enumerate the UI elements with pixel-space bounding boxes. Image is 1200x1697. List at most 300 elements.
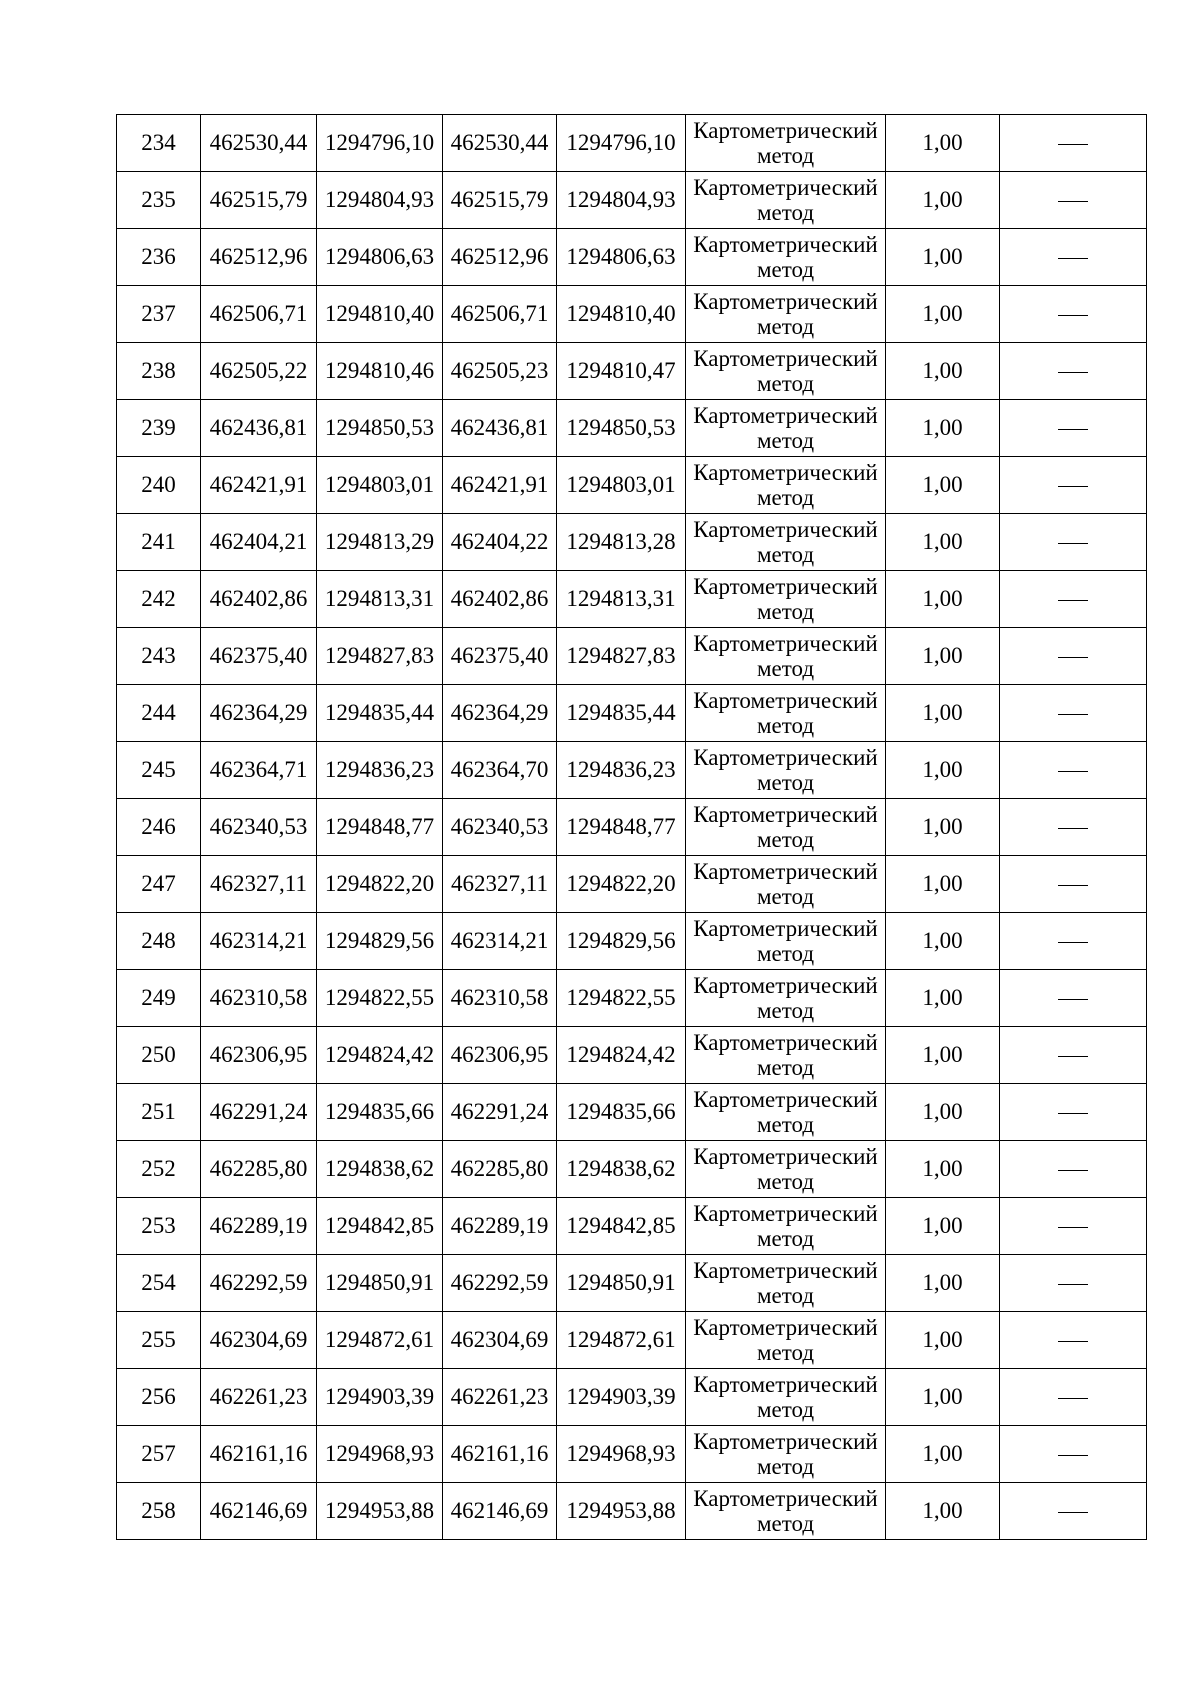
refined-y-cell: 1294829,56 xyxy=(557,913,686,970)
description-cell xyxy=(1000,970,1147,1027)
method-line-2: метод xyxy=(756,542,815,567)
dash-mark xyxy=(1058,828,1088,829)
existing-y-cell: 1294838,62 xyxy=(317,1141,443,1198)
dash-mark xyxy=(1058,258,1088,259)
method-line-1: Картометрический xyxy=(693,973,878,998)
method-line-1: Картометрический xyxy=(693,1315,878,1340)
point-number-cell: 236 xyxy=(117,229,201,286)
accuracy-cell: 1,00 xyxy=(886,628,1000,685)
refined-y-cell: 1294813,28 xyxy=(557,514,686,571)
existing-x-cell: 462515,79 xyxy=(201,172,317,229)
existing-x-cell: 462506,71 xyxy=(201,286,317,343)
method-cell xyxy=(686,229,886,286)
method-line-2: метод xyxy=(756,485,815,510)
method-cell xyxy=(686,172,886,229)
refined-x-cell: 462289,19 xyxy=(443,1198,557,1255)
refined-x-cell: 462515,79 xyxy=(443,172,557,229)
method-line-1: Картометрический xyxy=(693,175,878,200)
table-row xyxy=(117,1027,1147,1084)
dash-mark xyxy=(1058,1227,1088,1228)
table-row xyxy=(117,1198,1147,1255)
existing-y-cell: 1294903,39 xyxy=(317,1369,443,1426)
dash-mark xyxy=(1058,1455,1088,1456)
refined-x-cell: 462310,58 xyxy=(443,970,557,1027)
refined-y-cell: 1294872,61 xyxy=(557,1312,686,1369)
method-line-1: Картометрический xyxy=(693,859,878,884)
refined-x-cell: 462436,81 xyxy=(443,400,557,457)
method-line-1: Картометрический xyxy=(693,802,878,827)
accuracy-cell: 1,00 xyxy=(886,1255,1000,1312)
existing-y-cell: 1294806,63 xyxy=(317,229,443,286)
refined-y-cell: 1294806,63 xyxy=(557,229,686,286)
existing-x-cell: 462505,22 xyxy=(201,343,317,400)
refined-y-cell: 1294803,01 xyxy=(557,457,686,514)
refined-y-cell: 1294810,40 xyxy=(557,286,686,343)
refined-x-cell: 462512,96 xyxy=(443,229,557,286)
point-number-cell: 256 xyxy=(117,1369,201,1426)
table-row xyxy=(117,571,1147,628)
refined-x-cell: 462530,44 xyxy=(443,115,557,172)
table-row xyxy=(117,286,1147,343)
point-number-cell: 257 xyxy=(117,1426,201,1483)
dash-mark xyxy=(1058,372,1088,373)
method-line-2: метод xyxy=(756,827,815,852)
accuracy-cell: 1,00 xyxy=(886,514,1000,571)
refined-x-cell: 462421,91 xyxy=(443,457,557,514)
method-line-1: Картометрический xyxy=(693,460,878,485)
point-number-cell: 241 xyxy=(117,514,201,571)
accuracy-cell: 1,00 xyxy=(886,970,1000,1027)
method-line-1: Картометрический xyxy=(693,1486,878,1511)
existing-x-cell: 462375,40 xyxy=(201,628,317,685)
existing-x-cell: 462404,21 xyxy=(201,514,317,571)
method-line-1: Картометрический xyxy=(693,289,878,314)
description-cell xyxy=(1000,115,1147,172)
description-cell xyxy=(1000,229,1147,286)
description-cell xyxy=(1000,1084,1147,1141)
existing-x-cell: 462530,44 xyxy=(201,115,317,172)
existing-y-cell: 1294836,23 xyxy=(317,742,443,799)
table-row xyxy=(117,799,1147,856)
refined-x-cell: 462364,70 xyxy=(443,742,557,799)
dash-mark xyxy=(1058,1170,1088,1171)
method-cell xyxy=(686,1369,886,1426)
accuracy-cell: 1,00 xyxy=(886,1426,1000,1483)
existing-x-cell: 462436,81 xyxy=(201,400,317,457)
method-line-2: метод xyxy=(756,713,815,738)
accuracy-cell: 1,00 xyxy=(886,229,1000,286)
method-cell xyxy=(686,970,886,1027)
method-cell xyxy=(686,400,886,457)
refined-x-cell: 462306,95 xyxy=(443,1027,557,1084)
method-cell xyxy=(686,628,886,685)
table-row xyxy=(117,1255,1147,1312)
description-cell xyxy=(1000,400,1147,457)
refined-x-cell: 462375,40 xyxy=(443,628,557,685)
method-line-1: Картометрический xyxy=(693,631,878,656)
method-line-1: Картометрический xyxy=(693,574,878,599)
refined-x-cell: 462304,69 xyxy=(443,1312,557,1369)
accuracy-cell: 1,00 xyxy=(886,1084,1000,1141)
refined-y-cell: 1294842,85 xyxy=(557,1198,686,1255)
description-cell xyxy=(1000,286,1147,343)
dash-mark xyxy=(1058,486,1088,487)
refined-x-cell: 462505,23 xyxy=(443,343,557,400)
method-line-2: метод xyxy=(756,941,815,966)
method-cell xyxy=(686,1198,886,1255)
method-line-2: метод xyxy=(756,998,815,1023)
method-cell xyxy=(686,1483,886,1540)
table-row xyxy=(117,1141,1147,1198)
refined-x-cell: 462285,80 xyxy=(443,1141,557,1198)
method-cell xyxy=(686,1312,886,1369)
method-line-1: Картометрический xyxy=(693,1144,878,1169)
method-line-2: метод xyxy=(756,143,815,168)
accuracy-cell: 1,00 xyxy=(886,1027,1000,1084)
dash-mark xyxy=(1058,714,1088,715)
refined-y-cell: 1294850,53 xyxy=(557,400,686,457)
table-row xyxy=(117,1084,1147,1141)
method-line-1: Картометрический xyxy=(693,1201,878,1226)
refined-x-cell: 462402,86 xyxy=(443,571,557,628)
existing-y-cell: 1294850,53 xyxy=(317,400,443,457)
existing-y-cell: 1294953,88 xyxy=(317,1483,443,1540)
existing-x-cell: 462289,19 xyxy=(201,1198,317,1255)
method-line-2: метод xyxy=(756,1511,815,1536)
existing-y-cell: 1294848,77 xyxy=(317,799,443,856)
description-cell xyxy=(1000,742,1147,799)
method-line-1: Картометрический xyxy=(693,1429,878,1454)
refined-y-cell: 1294836,23 xyxy=(557,742,686,799)
table-row xyxy=(117,742,1147,799)
method-line-2: метод xyxy=(756,200,815,225)
table-row xyxy=(117,1369,1147,1426)
method-line-2: метод xyxy=(756,1454,815,1479)
description-cell xyxy=(1000,685,1147,742)
method-line-1: Картометрический xyxy=(693,232,878,257)
accuracy-cell: 1,00 xyxy=(886,286,1000,343)
existing-x-cell: 462512,96 xyxy=(201,229,317,286)
accuracy-cell: 1,00 xyxy=(886,571,1000,628)
refined-x-cell: 462146,69 xyxy=(443,1483,557,1540)
method-line-1: Картометрический xyxy=(693,1087,878,1112)
existing-y-cell: 1294835,44 xyxy=(317,685,443,742)
existing-x-cell: 462314,21 xyxy=(201,913,317,970)
dash-mark xyxy=(1058,885,1088,886)
method-line-2: метод xyxy=(756,1340,815,1365)
description-cell xyxy=(1000,172,1147,229)
refined-y-cell: 1294953,88 xyxy=(557,1483,686,1540)
dash-mark xyxy=(1058,999,1088,1000)
description-cell xyxy=(1000,457,1147,514)
method-cell xyxy=(686,115,886,172)
accuracy-cell: 1,00 xyxy=(886,115,1000,172)
refined-y-cell: 1294824,42 xyxy=(557,1027,686,1084)
accuracy-cell: 1,00 xyxy=(886,742,1000,799)
refined-y-cell: 1294838,62 xyxy=(557,1141,686,1198)
point-number-cell: 239 xyxy=(117,400,201,457)
table-row xyxy=(117,457,1147,514)
accuracy-cell: 1,00 xyxy=(886,913,1000,970)
method-line-2: метод xyxy=(756,1169,815,1194)
method-line-1: Картометрический xyxy=(693,916,878,941)
refined-x-cell: 462291,24 xyxy=(443,1084,557,1141)
existing-y-cell: 1294813,31 xyxy=(317,571,443,628)
description-cell xyxy=(1000,571,1147,628)
description-cell xyxy=(1000,1027,1147,1084)
point-number-cell: 247 xyxy=(117,856,201,913)
refined-x-cell: 462261,23 xyxy=(443,1369,557,1426)
refined-y-cell: 1294850,91 xyxy=(557,1255,686,1312)
refined-y-cell: 1294810,47 xyxy=(557,343,686,400)
accuracy-cell: 1,00 xyxy=(886,1312,1000,1369)
method-cell xyxy=(686,1027,886,1084)
existing-y-cell: 1294850,91 xyxy=(317,1255,443,1312)
method-line-1: Картометрический xyxy=(693,517,878,542)
table-row xyxy=(117,628,1147,685)
refined-y-cell: 1294813,31 xyxy=(557,571,686,628)
existing-y-cell: 1294968,93 xyxy=(317,1426,443,1483)
refined-y-cell: 1294848,77 xyxy=(557,799,686,856)
method-line-1: Картометрический xyxy=(693,346,878,371)
description-cell xyxy=(1000,799,1147,856)
point-number-cell: 235 xyxy=(117,172,201,229)
accuracy-cell: 1,00 xyxy=(886,1198,1000,1255)
existing-y-cell: 1294824,42 xyxy=(317,1027,443,1084)
method-line-2: метод xyxy=(756,314,815,339)
method-cell xyxy=(686,343,886,400)
accuracy-cell: 1,00 xyxy=(886,343,1000,400)
method-cell xyxy=(686,457,886,514)
accuracy-cell: 1,00 xyxy=(886,856,1000,913)
description-cell xyxy=(1000,1483,1147,1540)
refined-y-cell: 1294835,66 xyxy=(557,1084,686,1141)
point-number-cell: 250 xyxy=(117,1027,201,1084)
existing-y-cell: 1294835,66 xyxy=(317,1084,443,1141)
existing-y-cell: 1294822,55 xyxy=(317,970,443,1027)
refined-x-cell: 462161,16 xyxy=(443,1426,557,1483)
point-number-cell: 237 xyxy=(117,286,201,343)
existing-x-cell: 462304,69 xyxy=(201,1312,317,1369)
existing-y-cell: 1294827,83 xyxy=(317,628,443,685)
method-line-2: метод xyxy=(756,884,815,909)
existing-x-cell: 462161,16 xyxy=(201,1426,317,1483)
point-number-cell: 234 xyxy=(117,115,201,172)
existing-y-cell: 1294804,93 xyxy=(317,172,443,229)
refined-x-cell: 462506,71 xyxy=(443,286,557,343)
existing-x-cell: 462285,80 xyxy=(201,1141,317,1198)
existing-y-cell: 1294810,46 xyxy=(317,343,443,400)
accuracy-cell: 1,00 xyxy=(886,685,1000,742)
table-row xyxy=(117,970,1147,1027)
method-cell xyxy=(686,1141,886,1198)
refined-y-cell: 1294903,39 xyxy=(557,1369,686,1426)
description-cell xyxy=(1000,913,1147,970)
table-row xyxy=(117,343,1147,400)
method-cell xyxy=(686,856,886,913)
table-row xyxy=(117,1426,1147,1483)
existing-y-cell: 1294829,56 xyxy=(317,913,443,970)
description-cell xyxy=(1000,343,1147,400)
method-line-2: метод xyxy=(756,371,815,396)
method-line-2: метод xyxy=(756,599,815,624)
existing-x-cell: 462327,11 xyxy=(201,856,317,913)
method-line-1: Картометрический xyxy=(693,688,878,713)
point-number-cell: 244 xyxy=(117,685,201,742)
existing-x-cell: 462291,24 xyxy=(201,1084,317,1141)
table-row xyxy=(117,400,1147,457)
point-number-cell: 238 xyxy=(117,343,201,400)
existing-x-cell: 462146,69 xyxy=(201,1483,317,1540)
method-line-1: Картометрический xyxy=(693,745,878,770)
point-number-cell: 248 xyxy=(117,913,201,970)
method-line-2: метод xyxy=(756,257,815,282)
table-row xyxy=(117,115,1147,172)
existing-x-cell: 462306,95 xyxy=(201,1027,317,1084)
table-row xyxy=(117,229,1147,286)
accuracy-cell: 1,00 xyxy=(886,400,1000,457)
existing-y-cell: 1294796,10 xyxy=(317,115,443,172)
dash-mark xyxy=(1058,771,1088,772)
description-cell xyxy=(1000,1141,1147,1198)
description-cell xyxy=(1000,856,1147,913)
table-row xyxy=(117,913,1147,970)
description-cell xyxy=(1000,1312,1147,1369)
accuracy-cell: 1,00 xyxy=(886,1483,1000,1540)
method-line-1: Картометрический xyxy=(693,1030,878,1055)
refined-y-cell: 1294822,55 xyxy=(557,970,686,1027)
method-cell xyxy=(686,514,886,571)
accuracy-cell: 1,00 xyxy=(886,1141,1000,1198)
table-row xyxy=(117,1483,1147,1540)
method-line-1: Картометрический xyxy=(693,118,878,143)
table-row xyxy=(117,514,1147,571)
accuracy-cell: 1,00 xyxy=(886,1369,1000,1426)
dash-mark xyxy=(1058,1056,1088,1057)
dash-mark xyxy=(1058,657,1088,658)
existing-x-cell: 462364,29 xyxy=(201,685,317,742)
existing-y-cell: 1294872,61 xyxy=(317,1312,443,1369)
refined-x-cell: 462404,22 xyxy=(443,514,557,571)
coordinates-table xyxy=(116,114,1147,1540)
dash-mark xyxy=(1058,144,1088,145)
description-cell xyxy=(1000,628,1147,685)
coordinates-table-body xyxy=(117,115,1147,1540)
method-line-2: метод xyxy=(756,1397,815,1422)
existing-x-cell: 462261,23 xyxy=(201,1369,317,1426)
method-cell xyxy=(686,685,886,742)
description-cell xyxy=(1000,1198,1147,1255)
dash-mark xyxy=(1058,942,1088,943)
existing-x-cell: 462292,59 xyxy=(201,1255,317,1312)
method-cell xyxy=(686,742,886,799)
method-cell xyxy=(686,286,886,343)
table-row xyxy=(117,172,1147,229)
point-number-cell: 242 xyxy=(117,571,201,628)
point-number-cell: 252 xyxy=(117,1141,201,1198)
dash-mark xyxy=(1058,1512,1088,1513)
method-line-2: метод xyxy=(756,1055,815,1080)
refined-x-cell: 462340,53 xyxy=(443,799,557,856)
refined-y-cell: 1294822,20 xyxy=(557,856,686,913)
dash-mark xyxy=(1058,315,1088,316)
method-cell xyxy=(686,571,886,628)
method-line-1: Картометрический xyxy=(693,403,878,428)
existing-x-cell: 462421,91 xyxy=(201,457,317,514)
dash-mark xyxy=(1058,429,1088,430)
dash-mark xyxy=(1058,1398,1088,1399)
method-cell xyxy=(686,1426,886,1483)
point-number-cell: 249 xyxy=(117,970,201,1027)
method-line-2: метод xyxy=(756,770,815,795)
dash-mark xyxy=(1058,600,1088,601)
existing-y-cell: 1294810,40 xyxy=(317,286,443,343)
point-number-cell: 246 xyxy=(117,799,201,856)
method-cell xyxy=(686,913,886,970)
method-line-2: метод xyxy=(756,428,815,453)
method-cell xyxy=(686,1084,886,1141)
refined-x-cell: 462364,29 xyxy=(443,685,557,742)
refined-x-cell: 462292,59 xyxy=(443,1255,557,1312)
dash-mark xyxy=(1058,543,1088,544)
point-number-cell: 243 xyxy=(117,628,201,685)
method-line-1: Картометрический xyxy=(693,1258,878,1283)
dash-mark xyxy=(1058,1341,1088,1342)
refined-x-cell: 462314,21 xyxy=(443,913,557,970)
existing-x-cell: 462402,86 xyxy=(201,571,317,628)
refined-y-cell: 1294796,10 xyxy=(557,115,686,172)
existing-y-cell: 1294803,01 xyxy=(317,457,443,514)
point-number-cell: 245 xyxy=(117,742,201,799)
point-number-cell: 258 xyxy=(117,1483,201,1540)
table-row xyxy=(117,856,1147,913)
refined-y-cell: 1294968,93 xyxy=(557,1426,686,1483)
existing-y-cell: 1294842,85 xyxy=(317,1198,443,1255)
refined-x-cell: 462327,11 xyxy=(443,856,557,913)
existing-x-cell: 462340,53 xyxy=(201,799,317,856)
method-cell xyxy=(686,1255,886,1312)
accuracy-cell: 1,00 xyxy=(886,172,1000,229)
existing-y-cell: 1294813,29 xyxy=(317,514,443,571)
refined-y-cell: 1294835,44 xyxy=(557,685,686,742)
point-number-cell: 254 xyxy=(117,1255,201,1312)
existing-y-cell: 1294822,20 xyxy=(317,856,443,913)
accuracy-cell: 1,00 xyxy=(886,457,1000,514)
description-cell xyxy=(1000,1369,1147,1426)
dash-mark xyxy=(1058,201,1088,202)
point-number-cell: 240 xyxy=(117,457,201,514)
existing-x-cell: 462310,58 xyxy=(201,970,317,1027)
point-number-cell: 251 xyxy=(117,1084,201,1141)
accuracy-cell: 1,00 xyxy=(886,799,1000,856)
point-number-cell: 253 xyxy=(117,1198,201,1255)
method-line-2: метод xyxy=(756,656,815,681)
description-cell xyxy=(1000,1426,1147,1483)
method-line-2: метод xyxy=(756,1283,815,1308)
description-cell xyxy=(1000,1255,1147,1312)
method-cell xyxy=(686,799,886,856)
point-number-cell: 255 xyxy=(117,1312,201,1369)
dash-mark xyxy=(1058,1113,1088,1114)
method-line-2: метод xyxy=(756,1226,815,1251)
method-line-1: Картометрический xyxy=(693,1372,878,1397)
refined-y-cell: 1294804,93 xyxy=(557,172,686,229)
refined-y-cell: 1294827,83 xyxy=(557,628,686,685)
description-cell xyxy=(1000,514,1147,571)
dash-mark xyxy=(1058,1284,1088,1285)
method-line-2: метод xyxy=(756,1112,815,1137)
existing-x-cell: 462364,71 xyxy=(201,742,317,799)
